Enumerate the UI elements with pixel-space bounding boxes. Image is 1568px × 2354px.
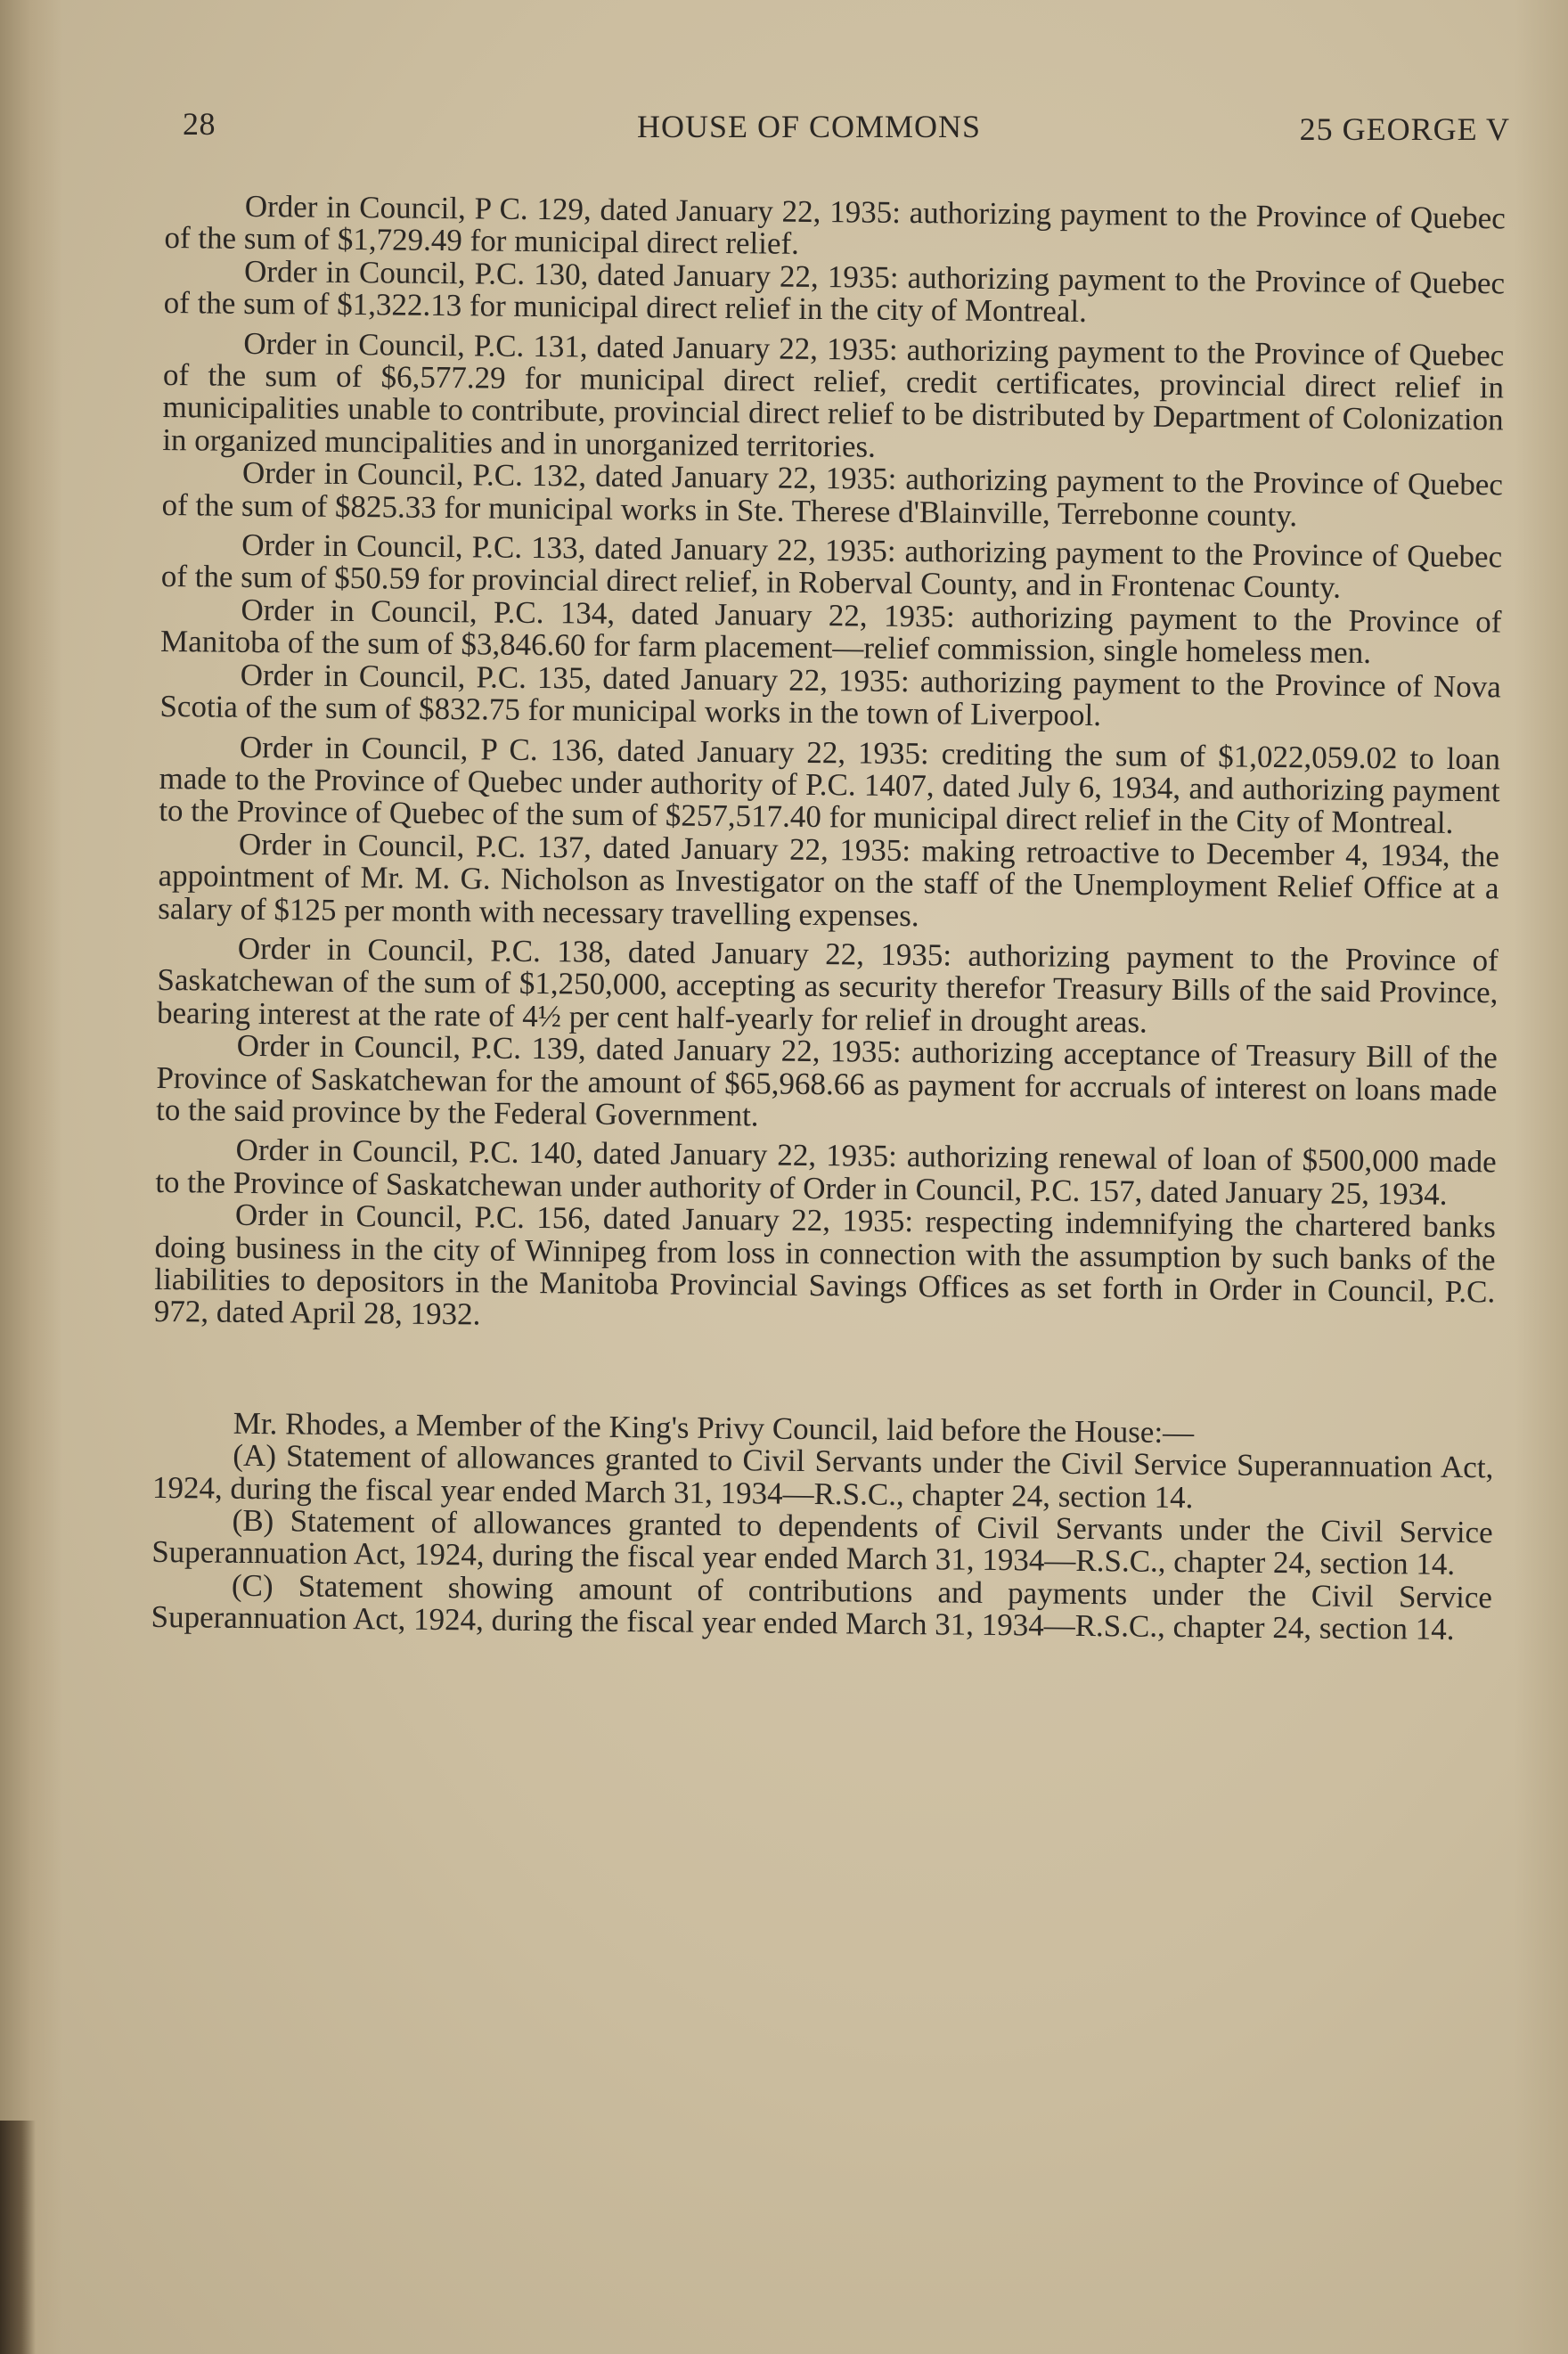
order-in-council-entry: Order in Council, P.C. 139, dated January 22, 1935: authorizing acceptance of Treasury Bill of the Province of Saskatchewan for the amount of $65,968.66 as payment for accruals of interest on loans made to the said province by the Federal Government. <box>155 1027 1498 1133</box>
statement-entry: (B) Statement of allowances granted to dependents of Civil Servants under the Civil Service Superannuation Act, 1924, during the fiscal year ended March 31, 1934—R.S.C., chapter 24, section 14. <box>151 1502 1493 1582</box>
journal-body <box>151 190 1505 1647</box>
order-in-council-entry: Order in Council, P C. 136, dated January 22, 1935: crediting the sum of $1,022,059.02 to loan made to the Province of Quebec under authority of P.C. 1407, dated July 6, 1934, and authorizing payment to the Province of Quebec of the sum of $257,517.40 for municipal direct relief in the City of Montreal. <box>159 729 1501 841</box>
order-in-council-entry: Order in Council, P.C. 135, dated January 22, 1935: authorizing payment to the Province of Nova Scotia of the sum of $832.75 for municipal works in the town of Liverpool. <box>159 657 1501 733</box>
order-in-council-entry: Order in Council, P.C. 138, dated January 22, 1935: authorizing payment to the Province of Saskatchewan of the sum of $1,250,000, accepting as security therefor Treasury Bills of the said Province, bearing interest at the rate of 4½ per cent half-yearly for relief in drought areas. <box>156 930 1499 1040</box>
binding-shadow <box>0 0 62 2354</box>
page-header <box>183 105 1510 159</box>
order-in-council-entry: Order in Council, P C. 129, dated January 22, 1935: authorizing payment to the Province of Quebec of the sum of $1,729.49 for municipal direct relief. <box>164 188 1506 262</box>
regnal-year: 25 GEORGE V <box>1299 111 1510 147</box>
order-in-council-entry: Order in Council, P.C. 156, dated January 22, 1935: respecting indemnifying the chartered banks doing business in the city of Winnipeg from loss in connection with the assumption by such banks of the liabilities to depositors in the Manitoba Provincial Savings Offices as set forth in Order in Council, P.C. 972, dated April 28, 1932. <box>153 1197 1497 1332</box>
rhodes-intro: Mr. Rhodes, a Member of the King's Privy Council, laid before the House:— <box>233 1405 1195 1450</box>
order-in-council-entry: Order in Council, P.C. 137, dated January 22, 1935: making retroactive to December 4, 1934, the appointment of Mr. M. G. Nicholson as Investigator on the staff of the Unemployment Relief Office at a salary of $125 per month with necessary travelling expenses. <box>158 826 1500 933</box>
order-in-council-entry: Order in Council, P.C. 133, dated January 22, 1935: authorizing payment to the Province of Quebec of the sum of $50.59 for provincial direct relief, in Roberval County, and in Frontenac County. <box>160 527 1503 606</box>
statement-entry: (A) Statement of allowances granted to Civil Servants under the Civil Service Superannuation Act, 1924, during the fiscal year ended March 31, 1934—R.S.C., chapter 24, section 14. <box>151 1438 1494 1515</box>
order-in-council-entry: Order in Council, P.C. 130, dated January 22, 1935: authorizing payment to the Province of Quebec of the sum of $1,322.13 for municipal direct relief in the city of Montreal. <box>163 253 1506 330</box>
order-in-council-entry: Order in Council, P.C. 134, dated January 22, 1935: authorizing payment to the Province of Manitoba of the sum of $3,846.60 for farm placement—relief commission, single homeless men. <box>159 592 1502 671</box>
order-in-council-entry: Order in Council, P.C. 131, dated January 22, 1935: authorizing payment to the Province of Quebec of the sum of $6,577.29 for municipal direct relief, credit certificates, provincial direct relief in municipalities unable to contribute, provincial direct relief to be distributed by Department of Colonization in organized muncipalities and in unorganized territories. <box>162 325 1505 464</box>
order-in-council-entry: Order in Council, P.C. 140, dated January 22, 1935: authorizing renewal of loan of $500,000 made to the Province of Saskatchewan under authority of Order in Council, P.C. 157, dated January 25, 1934. <box>155 1132 1497 1212</box>
running-title: HOUSE OF COMMONS <box>637 109 982 144</box>
page-edge-shadow <box>1515 0 1568 2354</box>
binding-edge <box>0 2121 36 2354</box>
statement-entry: (C) Statement showing amount of contributions and payments under the Civil Service Superannuation Act, 1924, during the fiscal year ended March 31, 1934—R.S.C., chapter 24, section 14. <box>151 1567 1493 1647</box>
page-number: 28 <box>183 106 216 142</box>
section-spacer <box>153 1328 1495 1419</box>
order-in-council-entry: Order in Council, P.C. 132, dated January 22, 1935: authorizing payment to the Province of Quebec of the sum of $825.33 for municipal works in Ste. Therese d'Blainville, Terrebonne county. <box>161 455 1504 533</box>
